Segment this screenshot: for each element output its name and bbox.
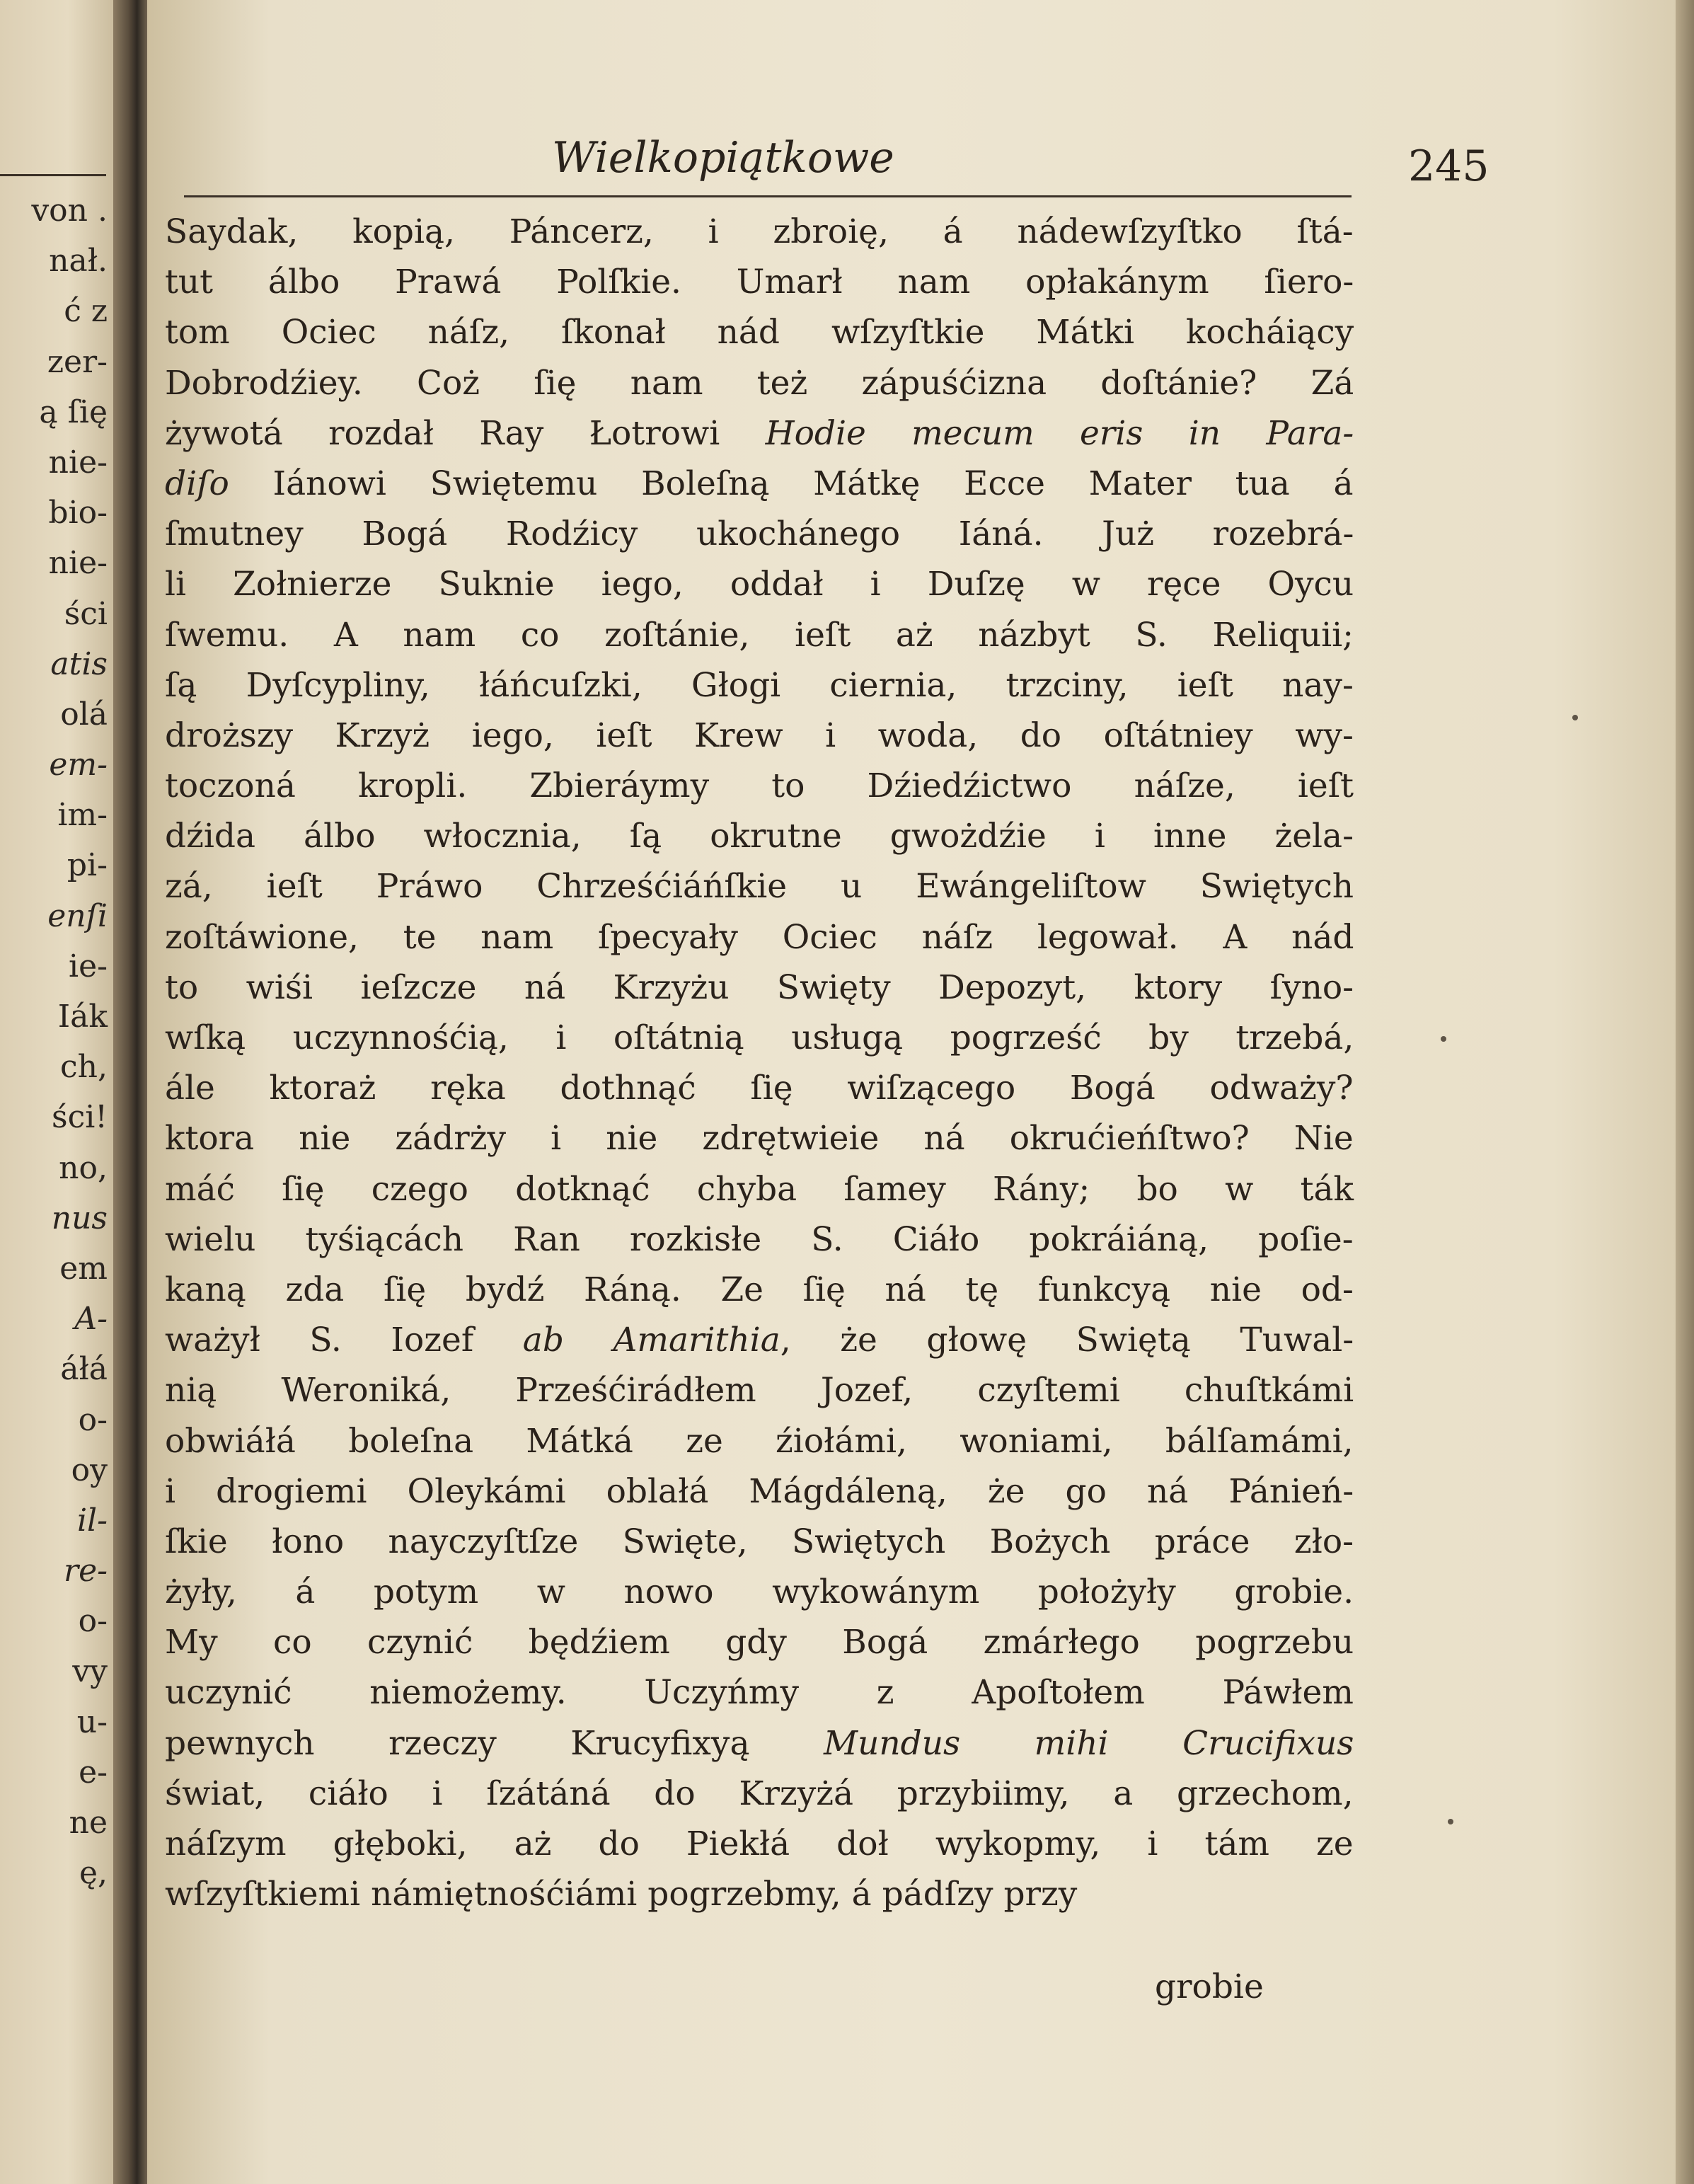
- text-line: żywotá rozdał Ray Łotrowi Hodie mecum eris in Para-: [165, 413, 1354, 453]
- page-number: 245: [1408, 142, 1490, 191]
- left-fragment: em-: [49, 747, 108, 783]
- ink-speck: [1448, 1819, 1453, 1824]
- header-rule: [184, 195, 1352, 197]
- left-fragment: nał.: [49, 243, 108, 280]
- left-fragment: nie-: [48, 444, 108, 481]
- left-page-text-fragments: [1, 185, 108, 1898]
- page-edge: [1676, 0, 1694, 2184]
- body-text: [165, 207, 1354, 1919]
- left-fragment: em: [59, 1250, 108, 1287]
- text-line: kaną zda ſię bydź Ráną. Ze ſię ná tę funkcyą nie od-: [165, 1270, 1354, 1309]
- left-fragment: u-: [76, 1703, 108, 1740]
- left-fragment: von .: [31, 192, 108, 229]
- text-line: li Zołnierze Suknie iego, oddał i Duſzę w ręce Oycu: [165, 565, 1354, 604]
- left-fragment: enſi: [47, 897, 108, 934]
- left-fragment: o-: [78, 1603, 108, 1640]
- text-line: nią Weroniká, Prześćirádłem Jozef, czyſtemi chuſtkámi: [165, 1371, 1354, 1410]
- left-page-head-rule: [0, 174, 106, 176]
- left-fragment: Iák: [57, 999, 108, 1035]
- left-fragment: áłá: [60, 1351, 108, 1388]
- left-fragment: A-: [74, 1301, 108, 1338]
- text-line: droższy Krzyż iego, ieſt Krew i woda, do oſtátniey wy-: [165, 715, 1354, 755]
- left-fragment: bio-: [48, 495, 108, 531]
- text-line: toczoná kropli. Zbieráymy to Dźiedźictwo náſze, ieſt: [165, 766, 1354, 806]
- left-fragment: olá: [60, 696, 108, 732]
- text-line: ważył S. Iozef ab Amarithia, że głowę Swiętą Tuwal-: [165, 1321, 1354, 1360]
- catchword: grobie: [1155, 1967, 1264, 2006]
- text-line: ſą Dyſcypliny, łáńcuſzki, Głogi ciernia, trzciny, ieſt nay-: [165, 665, 1354, 705]
- text-line: dźida álbo włocznia, ſą okrutne gwożdźie i inne żela-: [165, 817, 1354, 856]
- left-fragment: ch,: [60, 1049, 108, 1086]
- text-line: i drogiemi Oleykámi oblałá Mágdáleną, że go ná Pánień-: [165, 1471, 1354, 1511]
- left-fragment: re-: [64, 1553, 108, 1590]
- left-fragment: e-: [79, 1754, 108, 1791]
- text-line: Dobrodźiey. Coż ſię nam też zápuśćizna doſtánie? Zá: [165, 363, 1354, 403]
- latin-phrase: ab Amarithia: [522, 1321, 780, 1360]
- latin-phrase: Hodie mecum eris in Para-: [765, 413, 1354, 453]
- text-line: świat, ciáło i ſzátáná do Krzyżá przybiimy, a grzechom,: [165, 1774, 1354, 1813]
- text-line: náſzym głęboki, aż do Piekłá doł wykopmy, i tám ze: [165, 1824, 1354, 1863]
- left-fragment: ę,: [79, 1855, 108, 1892]
- text-line: ktora nie zádrży i nie zdrętwieie ná okrućieńſtwo? Nie: [165, 1119, 1354, 1159]
- ink-speck: [1572, 715, 1578, 720]
- left-fragment: nie-: [48, 545, 108, 582]
- text-line: ſmutney Bogá Rodźicy ukochánego Iáná. Już rozebrá-: [165, 515, 1354, 554]
- text-line: My co czynić będźiem gdy Bogá zmárłego pogrzebu: [165, 1623, 1354, 1662]
- text-line: żyły, á potym w nowo wykowánym położyły grobie.: [165, 1573, 1354, 1612]
- left-fragment: atis: [50, 645, 108, 682]
- text-line: ále ktoraż ręka dothnąć ſię wiſzącego Bogá odważy?: [165, 1069, 1354, 1108]
- left-fragment: ą ſię: [39, 393, 108, 430]
- left-fragment: ć z: [64, 293, 108, 330]
- text-line: máć ſię czego dotknąć chyba ſamey Rány; bo w ták: [165, 1169, 1354, 1209]
- left-fragment: oy: [71, 1452, 108, 1488]
- latin-phrase: diſo: [165, 464, 229, 503]
- left-fragment: ści: [64, 595, 108, 632]
- text-line: obwiáłá boleſna Mátká ze źiołámi, woniami, bálſamámi,: [165, 1421, 1354, 1461]
- left-fragment: ne: [69, 1805, 108, 1841]
- text-line: zoſtáwione, te nam ſpecyały Ociec náſz legował. A nád: [165, 917, 1354, 957]
- latin-phrase: Mundus mihi Crucifixus: [824, 1723, 1354, 1763]
- left-fragment: no,: [59, 1149, 108, 1186]
- text-line: zá, ieſt Práwo Chrześćiáńſkie u Ewángeliſtow Swiętych: [165, 867, 1354, 907]
- left-fragment: im-: [57, 797, 108, 834]
- left-fragment: zer-: [47, 343, 108, 380]
- text-line: uczynić niemożemy. Uczyńmy z Apoſtołem Páwłem: [165, 1673, 1354, 1713]
- text-line: wſką uczynnośćią, i oſtátnią usługą pogrześć by trzebá,: [165, 1018, 1354, 1057]
- text-line: diſo Iánowi Swiętemu Boleſną Mátkę Ecce Mater tua á: [165, 464, 1354, 503]
- ink-speck: [1441, 1036, 1446, 1042]
- text-line: tom Ociec náſz, ſkonał nád wſzyſtkie Mátki kocháiący: [165, 313, 1354, 352]
- text-line: wſzyſtkiemi námiętnośćiámi pogrzebmy, á pádſzy przy: [165, 1875, 1078, 1914]
- text-line: pewnych rzeczy Krucyfixyą Mundus mihi Crucifixus: [165, 1723, 1354, 1763]
- left-fragment: nus: [51, 1200, 108, 1236]
- book-gutter: [113, 0, 147, 2184]
- left-fragment: pi-: [67, 847, 108, 884]
- text-line: ſkie łono nayczyſtſze Swięte, Swiętych Bożych práce zło-: [165, 1522, 1354, 1561]
- left-fragment: o-: [78, 1401, 108, 1438]
- left-fragment: ści!: [52, 1099, 108, 1136]
- running-head: Wielkopiątkowe: [552, 133, 894, 183]
- text-line: Saydak, kopią, Páncerz, i zbroię, á nádewſzyſtko ſtá-: [165, 212, 1354, 251]
- text-line: to wiśi ieſzcze ná Krzyżu Swięty Depozyt, ktory ſyno-: [165, 967, 1354, 1007]
- text-line: wielu tyśiącách Ran rozkisłe S. Ciáło pokráiáną, poſie-: [165, 1219, 1354, 1259]
- left-facing-page: [0, 0, 113, 2184]
- left-fragment: il-: [76, 1502, 108, 1539]
- left-fragment: ie-: [69, 948, 108, 984]
- text-line: tut álbo Prawá Polſkie. Umarł nam opłakánym ſiero-: [165, 263, 1354, 302]
- left-fragment: vy: [72, 1653, 108, 1690]
- text-line: ſwemu. A nam co zoſtánie, ieſt aż názbyt S. Reliquii;: [165, 615, 1354, 655]
